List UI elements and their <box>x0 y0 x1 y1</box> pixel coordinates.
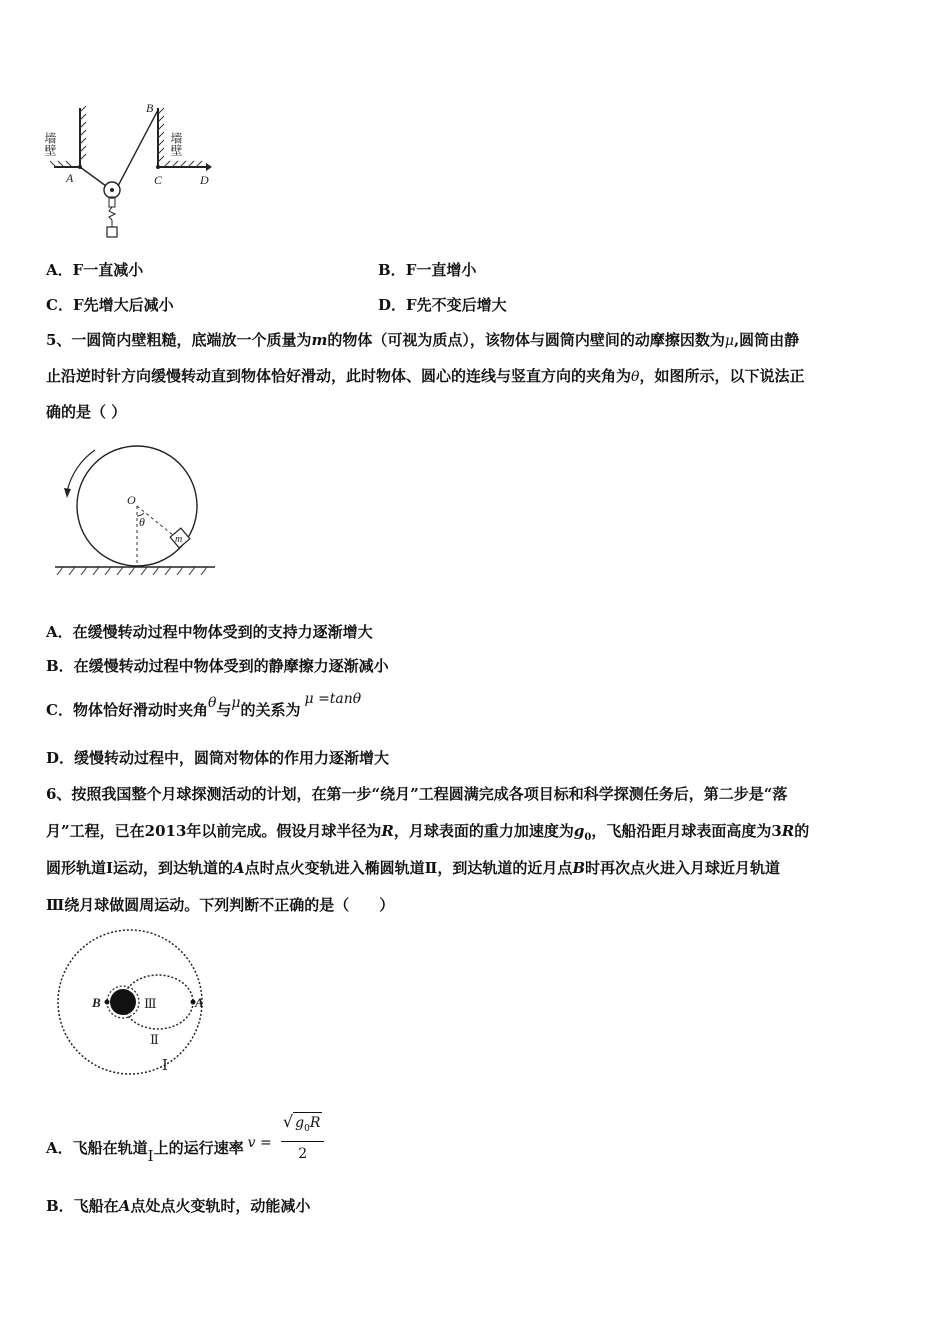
option-letter: C． <box>46 296 73 314</box>
point-A-label: A <box>195 995 204 1010</box>
sqrt-sign: √ <box>282 1112 294 1131</box>
orbit-II-label: Ⅱ <box>150 1033 159 1048</box>
q6-figure <box>50 928 220 1078</box>
var-theta: θ <box>631 369 640 385</box>
text: 时再次点火进入月球近月轨道 <box>585 859 781 877</box>
var-theta: θ <box>207 695 217 711</box>
q6-stem-line4: Ⅲ绕月球做圆周运动。下列判断不正确的是（ ） <box>46 896 395 914</box>
point-C-label: C <box>154 173 163 187</box>
text: ，月球表面的重力加速度为 <box>393 822 574 840</box>
option-text: F一直增小 <box>405 261 477 279</box>
var-B: B <box>572 859 586 877</box>
var-g: g <box>295 1115 305 1131</box>
angle-theta-label: θ <box>139 515 145 529</box>
text: 圆形轨道Ⅰ运动，到达轨道的 <box>46 859 234 877</box>
q5-option-c[interactable] <box>46 691 362 721</box>
wall-label-left: 墙壁 <box>43 132 57 156</box>
text: 的物体（可视为质点），该物体与圆筒内壁间的动摩擦因数为 <box>327 331 725 349</box>
q5-stem-line3: 确的是（ ） <box>46 403 127 421</box>
text: 5、一圆筒内壁粗糙，底端放一个质量为 <box>46 331 312 349</box>
text: C．物体恰好滑动时夹角 <box>46 701 208 719</box>
var-m: m <box>311 331 328 349</box>
text: 的 <box>794 822 810 840</box>
q5-stem-line1 <box>46 330 799 351</box>
q6-option-a[interactable] <box>46 1112 324 1168</box>
q5-option-d[interactable]: D．缓慢转动过程中，圆筒对物体的作用力逐渐增大 <box>46 749 390 767</box>
var-g: g <box>573 822 585 840</box>
var-R: R <box>309 1115 321 1131</box>
option-letter: A． <box>46 261 73 279</box>
wall-label-right: 墙壁 <box>169 132 183 156</box>
var-R: R <box>781 822 795 840</box>
formula: μ =tanθ <box>304 691 362 707</box>
numerator <box>281 1112 324 1139</box>
text: ，飞船沿距月球表面高度为3 <box>591 822 782 840</box>
option-text: F先不变后增大 <box>406 296 507 314</box>
text: 的关系为 <box>240 701 301 719</box>
q6-stem-line2 <box>46 821 809 848</box>
mass-m-label: m <box>175 534 183 545</box>
var-mu: μ <box>231 695 241 711</box>
q6-option-b[interactable] <box>46 1196 310 1216</box>
text: ，如图所示，以下说法正 <box>639 367 805 385</box>
orbit-I-label: I <box>147 1147 154 1165</box>
var-A: A <box>118 1197 131 1215</box>
fraction <box>281 1112 324 1164</box>
q4-option-a[interactable] <box>46 260 143 280</box>
text: 点处点火变轨时，动能减小 <box>130 1197 311 1215</box>
q6-stem-line1: 6、按照我国整个月球探测活动的计划，在第一步“绕月”工程圆满完成各项目标和科学探测任务后，第二步是“落 <box>46 785 788 803</box>
var-mu: μ <box>724 333 734 349</box>
q5-figure <box>55 440 220 585</box>
var-A: A <box>233 859 245 877</box>
q4-option-c[interactable] <box>46 295 174 315</box>
q5-option-a[interactable]: A．在缓慢转动过程中物体受到的支持力逐渐增大 <box>46 623 373 641</box>
option-letter: D． <box>378 296 407 314</box>
text: 月”工程，已在2013年以前完成。假设月球半径为 <box>46 822 382 840</box>
q4-option-b[interactable] <box>378 260 476 280</box>
option-text: F先增大后减小 <box>72 296 174 314</box>
var-v: v = <box>247 1135 272 1151</box>
text: 止沿逆时针方向缓慢转动直到物体恰好滑动，此时物体、圆心的连线与竖直方向的夹角为 <box>46 367 632 385</box>
point-D-label: D <box>200 173 209 187</box>
orbit-III-label: Ⅲ <box>144 997 157 1012</box>
text: ,圆筒由静 <box>733 331 800 349</box>
denominator: 2 <box>281 1141 324 1164</box>
q4-option-d[interactable] <box>378 295 507 315</box>
subscript: 0 <box>304 1124 310 1134</box>
point-B-label: B <box>92 995 101 1010</box>
q5-stem-line2 <box>46 366 804 387</box>
point-A-label: A <box>66 171 74 185</box>
option-letter: B． <box>378 261 406 279</box>
orbit-I-label: I <box>162 1056 168 1074</box>
point-B-label: B <box>146 101 154 115</box>
text: 上的运行速率 <box>153 1139 244 1157</box>
q4-figure <box>43 100 226 245</box>
text: B．飞船在 <box>46 1197 119 1215</box>
option-text: F一直减小 <box>72 261 144 279</box>
q5-option-b[interactable]: B．在缓慢转动过程中物体受到的静摩擦力逐渐减小 <box>46 657 389 675</box>
center-O-label: O <box>127 493 136 507</box>
subscript: 0 <box>584 832 592 843</box>
q6-stem-line3 <box>46 858 780 878</box>
var-R: R <box>381 822 394 840</box>
text: A．飞船在轨道 <box>46 1139 148 1157</box>
text: 与 <box>216 701 232 719</box>
text: 点时点火变轨进入椭圆轨道Ⅱ，到达轨道的近月点 <box>244 859 573 877</box>
